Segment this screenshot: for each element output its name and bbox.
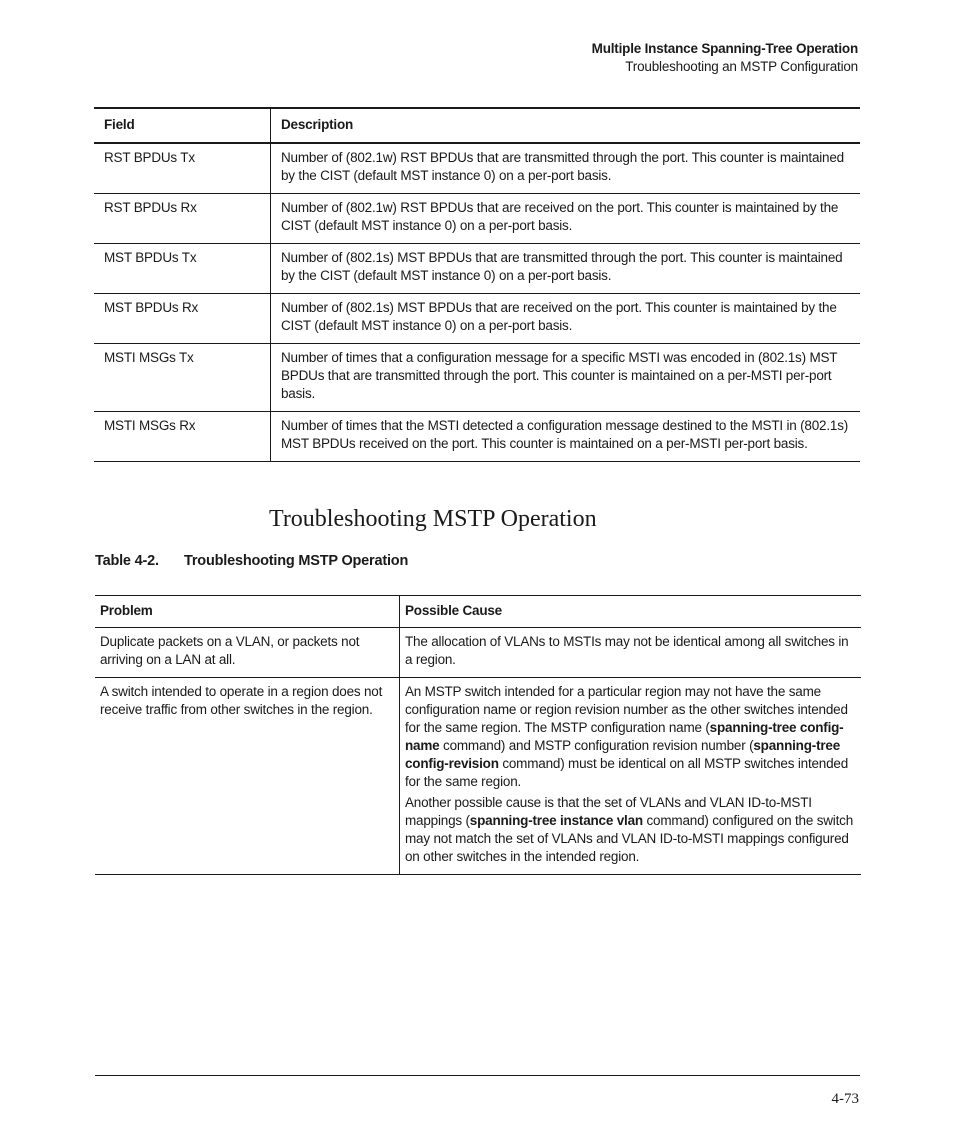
table-row (94, 344, 860, 412)
description-cell: Number of times that a configuration message for a specific MSTI was encoded in (802.1s) MST BPDUs that are transmitted through the port. This counter is maintained on a per-MSTI per-port basis. (271, 344, 861, 412)
footer-divider (95, 1075, 860, 1076)
description-cell: Number of (802.1s) MST BPDUs that are transmitted through the port. This counter is maintained by the CIST (default MST instance 0) on a per-port basis. (271, 244, 861, 294)
cause-cell: The allocation of VLANs to MSTIs may not be identical among all switches in a region. (400, 628, 862, 678)
description-cell: Number of times that the MSTI detected a configuration message destined to the MSTI in (802.1s) MST BPDUs received on the port. This counter is maintained on a per-MSTI per-port basis. (271, 412, 861, 462)
cause-text: An MSTP switch intended for a particular region may not have the same configuration name or region revision number as the other switches intended for the same region. The MSTP configuration name ( (405, 684, 848, 735)
command-name: spanning-tree config-revision (405, 738, 841, 771)
problem-cell: A switch intended to operate in a region does not receive traffic from other switches in the region. (95, 678, 400, 875)
table-row (94, 143, 860, 194)
table-row (95, 678, 861, 875)
table-header-row (95, 596, 861, 628)
column-header-problem: Problem (95, 596, 400, 628)
table-row (94, 244, 860, 294)
cause-cell (400, 678, 862, 875)
table-row (94, 412, 860, 462)
field-cell: RST BPDUs Tx (94, 143, 271, 194)
cause-text: Another possible cause is that the set of VLANs and VLAN ID-to-MSTI mappings ( (405, 795, 812, 828)
cause-text: command) configured on the switch may not match the set of VLANs and VLAN ID-to-MSTI mappings configured on other switches in the intended region. (405, 813, 854, 864)
table-caption-title: Troubleshooting MSTP Operation (184, 553, 409, 569)
problem-cell: Duplicate packets on a VLAN, or packets not arriving on a LAN at all. (95, 628, 400, 678)
section-heading: Troubleshooting MSTP Operation (269, 506, 597, 532)
cause-text: command) and MSTP configuration revision number ( (439, 738, 754, 753)
command-name: spanning-tree config-name (405, 720, 844, 753)
troubleshooting-table (95, 595, 861, 875)
page-number: 4-73 (831, 1091, 859, 1107)
counter-field-table (94, 107, 860, 462)
table-row (95, 628, 861, 678)
table-row (94, 194, 860, 244)
table-header-row (94, 108, 860, 143)
column-header-field: Field (94, 108, 271, 143)
command-name: spanning-tree instance vlan (469, 813, 643, 828)
table-row (94, 294, 860, 344)
description-cell: Number of (802.1w) RST BPDUs that are received on the port. This counter is maintained by the CIST (default MST instance 0) on a per-port basis. (271, 194, 861, 244)
field-cell: MSTI MSGs Rx (94, 412, 271, 462)
column-header-possible-cause: Possible Cause (400, 596, 862, 628)
field-cell: RST BPDUs Rx (94, 194, 271, 244)
description-cell: Number of (802.1s) MST BPDUs that are received on the port. This counter is maintained by the CIST (default MST instance 0) on a per-port basis. (271, 294, 861, 344)
cause-paragraph (405, 683, 856, 791)
cause-paragraph (405, 794, 856, 866)
cause-text: command) must be identical on all MSTP switches intended for the same region. (405, 756, 849, 789)
running-header-title: Multiple Instance Spanning-Tree Operation (591, 41, 858, 56)
description-cell: Number of (802.1w) RST BPDUs that are transmitted through the port. This counter is maintained by the CIST (default MST instance 0) on a per-port basis. (271, 143, 861, 194)
column-header-description: Description (271, 108, 861, 143)
field-cell: MSTI MSGs Tx (94, 344, 271, 412)
table-caption-number: Table 4-2. (95, 553, 159, 569)
table-caption (95, 553, 408, 569)
field-cell: MST BPDUs Rx (94, 294, 271, 344)
running-header-subtitle: Troubleshooting an MSTP Configuration (625, 59, 858, 74)
field-cell: MST BPDUs Tx (94, 244, 271, 294)
